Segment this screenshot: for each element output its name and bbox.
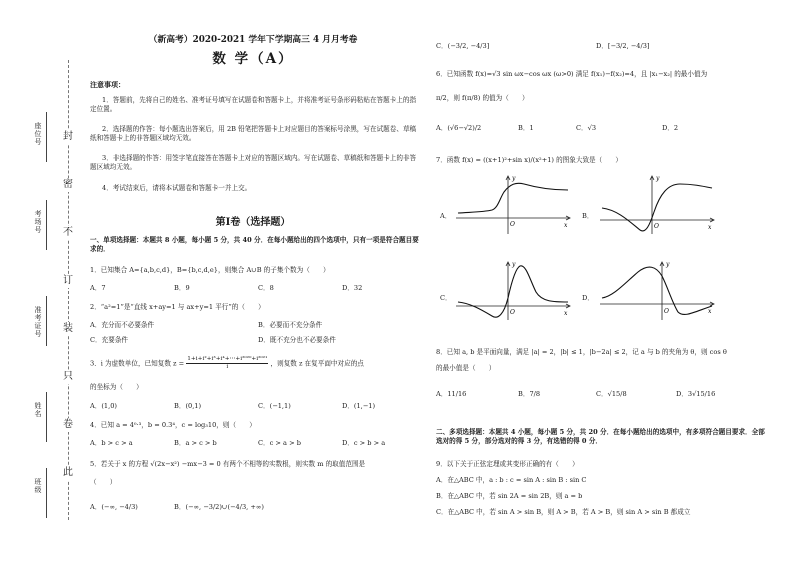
seal-char: 订 bbox=[63, 275, 73, 286]
field-label: 座位号 bbox=[34, 122, 42, 146]
option-b[interactable]: B．必要而不充分条件 bbox=[258, 321, 323, 329]
y-axis-label: y bbox=[656, 175, 660, 182]
option-a[interactable]: A．11/16 bbox=[436, 390, 467, 398]
origin-label: O bbox=[654, 223, 659, 230]
graph-b-svg bbox=[598, 172, 718, 236]
option-b[interactable]: B．(−∞, −3/2)∪(−4/3, +∞) bbox=[174, 503, 264, 511]
option-c[interactable]: C．(−1,1) bbox=[258, 402, 291, 410]
option-a[interactable]: A．充分而不必要条件 bbox=[90, 321, 155, 329]
question-6-stem: 6．已知函数 f(x)=√3 sin ωx−cos ωx (ω>0) 满足 f(x₁)−f(x₂)=4，且 |x₁−x₂| 的最小值为 bbox=[436, 70, 708, 78]
option-d[interactable]: D． bbox=[582, 294, 594, 302]
graph-d-svg bbox=[598, 258, 718, 322]
option-d[interactable]: D．既不充分也不必要条件 bbox=[258, 336, 336, 344]
question-1-options bbox=[90, 284, 420, 296]
option-c[interactable]: C．充要条件 bbox=[90, 336, 129, 344]
seal-char: 只 bbox=[63, 371, 73, 382]
graph-c-svg bbox=[454, 258, 574, 322]
origin-label: O bbox=[664, 308, 669, 315]
x-axis-label: x bbox=[708, 224, 712, 231]
notice-item: 1．答题前，先将自己的姓名、准考证号填写在试题卷和答题卡上，并将准考证号条形码粘贴在答题卡上的指定位置。 bbox=[90, 96, 417, 113]
question-1-stem: 1．已知集合 A={a,b,c,d}，B={b,c,d,e}，则集合 A∪B 的子集个数为（ ） bbox=[90, 266, 330, 274]
option-a[interactable]: A．7 bbox=[90, 284, 106, 292]
field-label: 准考证号 bbox=[34, 306, 42, 338]
graph-c[interactable] bbox=[454, 258, 574, 322]
question-3-stem-cont: 的坐标为（ ） bbox=[90, 383, 143, 391]
option-d[interactable]: D．3√15/16 bbox=[676, 390, 716, 398]
question-5-stem: 5．若关于 x 的方程 √(2x−x²) −mx−3 = 0 有两个不相等的实数根，则实数 m 的取值范围是 bbox=[90, 460, 366, 468]
option-a[interactable]: A．(−∞, −4/3) bbox=[90, 503, 138, 511]
option-a[interactable]: A．在△ABC 中，a : b : c = sin A : sin B : sin C bbox=[436, 476, 587, 484]
question-8-stem: 8．已知 a, b 是平面向量，满足 |a| = 2，|b| ≤ 1，|b−2a| ≤ 2，记 a 与 b 的夹角为 θ，则 cos θ bbox=[436, 348, 727, 356]
subject-title: 数 学（A） bbox=[212, 51, 294, 67]
option-d[interactable]: D．32 bbox=[342, 284, 363, 292]
graph-d[interactable] bbox=[598, 258, 718, 322]
option-c[interactable]: C．在△ABC 中，若 sin A > sin B，则 A > B，若 A > B，则 sin A > sin B 都成立 bbox=[436, 508, 691, 516]
option-c[interactable]: C．(−3/2, −4/3] bbox=[436, 42, 490, 50]
option-c[interactable]: C．8 bbox=[258, 284, 274, 292]
question-5-options bbox=[90, 503, 420, 515]
option-d[interactable]: D．c > b > a bbox=[342, 439, 386, 447]
x-axis-label: x bbox=[708, 308, 712, 315]
option-b[interactable]: B．9 bbox=[174, 284, 190, 292]
question-6-stem-cont: π/2，则 f(π/8) 的值为（ ） bbox=[436, 94, 529, 102]
option-c[interactable]: C．c > a > b bbox=[258, 439, 301, 447]
option-a[interactable]: A．(1,0) bbox=[90, 402, 117, 410]
origin-label: O bbox=[510, 309, 515, 316]
question-4-options bbox=[90, 439, 420, 451]
x-axis-label: x bbox=[564, 310, 568, 317]
question-5-options-cont bbox=[436, 42, 766, 54]
graph-a-svg bbox=[454, 172, 574, 236]
option-b[interactable]: B．7/8 bbox=[518, 390, 541, 398]
exam-title: （新高考）2020-2021 学年下学期高三 4 月月考卷 bbox=[148, 35, 358, 45]
option-b[interactable]: B．在△ABC 中，若 sin 2A = sin 2B，则 a = b bbox=[436, 492, 583, 500]
option-d[interactable]: D．2 bbox=[662, 124, 679, 132]
option-d[interactable]: D．[−3/2, −4/3] bbox=[596, 42, 650, 50]
seal-char: 密 bbox=[63, 179, 73, 190]
y-axis-label: y bbox=[512, 175, 516, 182]
question-4-stem: 4．已知 a = 4⁰·³，b = 0.3⁴，c = log₃10，则（ ） bbox=[90, 421, 256, 429]
complex-fraction: $\frac{\text{1+i+i²+i³+i⁴+⋯+i²⁰²⁰+i²⁰²¹}}{i}$ bbox=[187, 356, 268, 370]
option-a[interactable]: A．b > c > a bbox=[90, 439, 133, 447]
question-5-paren: （ ） bbox=[90, 478, 117, 486]
option-a[interactable]: A． bbox=[440, 212, 452, 220]
binding-margin bbox=[8, 60, 86, 520]
question-2-stem: 2．“a²=1”是“直线 x+ay=1 与 ax+y=1 平行”的（ ） bbox=[90, 303, 265, 311]
question-3-stem: 3．i 为虚数单位，已知复数 z = $\frac{\text{1+i+i²+i³+i⁴+⋯+i²⁰²⁰+i²⁰²¹}}{i}$ ，则复数 z 在复平面中对应的点 bbox=[90, 356, 364, 370]
seal-char: 封 bbox=[63, 131, 73, 142]
seal-char: 卷 bbox=[63, 419, 73, 430]
seal-char: 装 bbox=[63, 323, 73, 334]
section-one-heading: 一、单项选择题：本题共 8 小题，每小题 5 分，共 40 分．在每小题给出的四个选项中，只有一项是符合题目要求的． bbox=[90, 236, 419, 253]
notice-item: 4．考试结束后，请将本试题卷和答题卡一并上交。 bbox=[102, 184, 252, 192]
option-d[interactable]: D．(1,−1) bbox=[342, 402, 376, 410]
seal-dashed-line bbox=[68, 60, 69, 520]
option-c[interactable]: C．√3 bbox=[576, 124, 597, 132]
y-axis-label: y bbox=[666, 261, 670, 268]
option-c[interactable]: C． bbox=[440, 294, 452, 302]
field-label: 姓名 bbox=[34, 402, 42, 418]
question-6-options bbox=[436, 124, 766, 136]
notice-title: 注意事项： bbox=[90, 80, 125, 89]
field-label: 考场号 bbox=[34, 210, 42, 234]
x-axis-label: x bbox=[564, 222, 568, 229]
graph-a[interactable] bbox=[454, 172, 574, 236]
graph-b[interactable] bbox=[598, 172, 718, 236]
question-9-stem: 9．以下关于正弦定理或其变形正确的有（ ） bbox=[436, 460, 579, 468]
option-b[interactable]: B． bbox=[582, 212, 594, 220]
option-b[interactable]: B．a > c > b bbox=[174, 439, 217, 447]
question-2-options-row2 bbox=[90, 336, 420, 348]
option-a[interactable]: A．(√6−√2)/2 bbox=[436, 124, 482, 132]
notice-item: 3．非选择题的作答：用签字笔直接答在答题卡上对应的答题区域内。写在试题卷、草稿纸和答题卡上的非答题区域均无效。 bbox=[90, 154, 417, 171]
seal-char: 不 bbox=[63, 227, 73, 238]
option-b[interactable]: B．(0,1) bbox=[174, 402, 202, 410]
seal-char: 此 bbox=[63, 467, 73, 478]
field-label: 班级 bbox=[34, 478, 42, 494]
option-b[interactable]: B．1 bbox=[518, 124, 534, 132]
section-two-heading: 二、多项选择题：本题共 4 小题，每小题 5 分，共 20 分．在每小题给出的选项中，有多项符合题目要求．全部选对的得 5 分，部分选对的得 3 分，有选错的得 0 分． bbox=[436, 428, 765, 445]
question-3-options bbox=[90, 402, 420, 414]
option-c[interactable]: C．√15/8 bbox=[596, 390, 627, 398]
notice-item: 2．选择题的作答：每小题选出答案后，用 2B 铅笔把答题卡上对应题目的答案标号涂黑，写在试题卷、草稿纸和答题卡上的非答题区域均无效。 bbox=[90, 125, 417, 142]
origin-label: O bbox=[510, 221, 515, 228]
question-2-options-row1 bbox=[90, 321, 420, 333]
y-axis-label: y bbox=[512, 261, 516, 268]
question-8-stem-cont: 的最小值是（ ） bbox=[436, 364, 496, 372]
question-7-stem: 7．函数 f(x) = ((x+1)²+sin x)/(x²+1) 的图象大致是（ ） bbox=[436, 156, 623, 164]
part-one-title: 第Ⅰ卷（选择题） bbox=[215, 217, 291, 228]
question-8-options bbox=[436, 390, 766, 402]
